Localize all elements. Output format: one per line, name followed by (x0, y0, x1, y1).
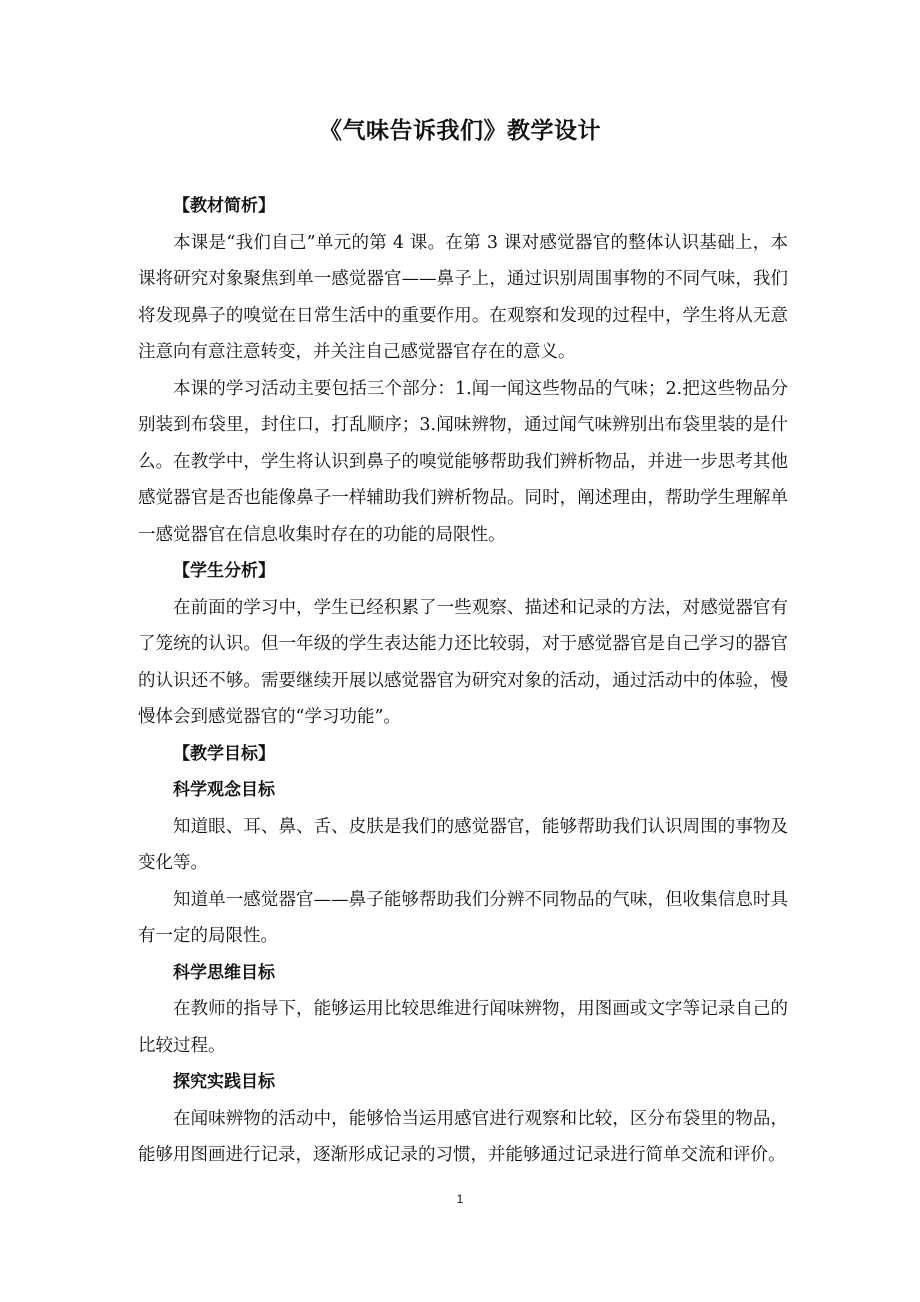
subheading-concept-goals: 科学观念目标 (173, 780, 275, 800)
concept-paragraph-2: 知道单一感觉器官——鼻子能够帮助我们分辨不同物品的气味，但收集信息时具有一定的局限性。 (138, 889, 788, 946)
subheading-thinking-goals: 科学思维目标 (173, 962, 275, 983)
page-number: 1 (456, 1192, 464, 1206)
section-heading-goals: 【教学目标】 (173, 743, 275, 764)
document-title: 《气味告诉我们》教学设计 (319, 118, 601, 144)
students-paragraph-1: 在前面的学习中，学生已经积累了一些观察、描述和记录的方法，对感觉器官有了笼统的认识。但一年级的学生表达能力还比较弱，对于感觉器官是自己学习的器官的认识还不够。需要继续开展以感觉器官为研究对象的活动，通过活动中的体验，慢慢体会到感觉器官的“学习功能”。 (138, 597, 788, 727)
section-heading-textbook: 【教材简析】 (173, 196, 275, 216)
textbook-paragraph-2: 本课的学习活动主要包括三个部分：1.闻一闻这些物品的气味；2.把这些物品分别装到布袋里，封住口，打乱顺序；3.闻味辨物，通过闻气味辨别出布袋里装的是什么。在教学中，学生将认识到鼻子的嗅觉能够帮助我们辨析物品，并进一步思考其他感觉器官是否也能像鼻子一样辅助我们辨析物品。同时，阐述理由，帮助学生理解单一感觉器官在信息收集时存在的功能的局限性。 (138, 378, 788, 545)
concept-paragraph-1: 知道眼、耳、鼻、舌、皮肤是我们的感觉器官，能够帮助我们认识周围的事物及变化等。 (138, 816, 788, 873)
thinking-paragraph-1: 在教师的指导下，能够运用比较思维进行闻味辨物，用图画或文字等记录自己的比较过程。 (138, 999, 788, 1056)
section-heading-students: 【学生分析】 (173, 561, 275, 581)
textbook-paragraph-1: 本课是“我们自己”单元的第 4 课。在第 3 课对感觉器官的整体认识基础上，本课将研究对象聚焦到单一感觉器官——鼻子上，通过识别周围事物的不同气味，我们将发现鼻子的嗅觉在日常生活中的重要作用。在观察和发现的过程中，学生将从无意注意向有意注意转变，并关注自己感觉器官存在的意义。 (138, 232, 788, 362)
subheading-practice-goals: 探究实践目标 (173, 1072, 275, 1092)
document-body (138, 188, 788, 1174)
practice-paragraph-1: 在闻味辨物的活动中，能够恰当运用感官进行观察和比较，区分布袋里的物品，能够用图画进行记录，逐渐形成记录的习惯，并能够通过记录进行简单交流和评价。 (138, 1108, 788, 1165)
